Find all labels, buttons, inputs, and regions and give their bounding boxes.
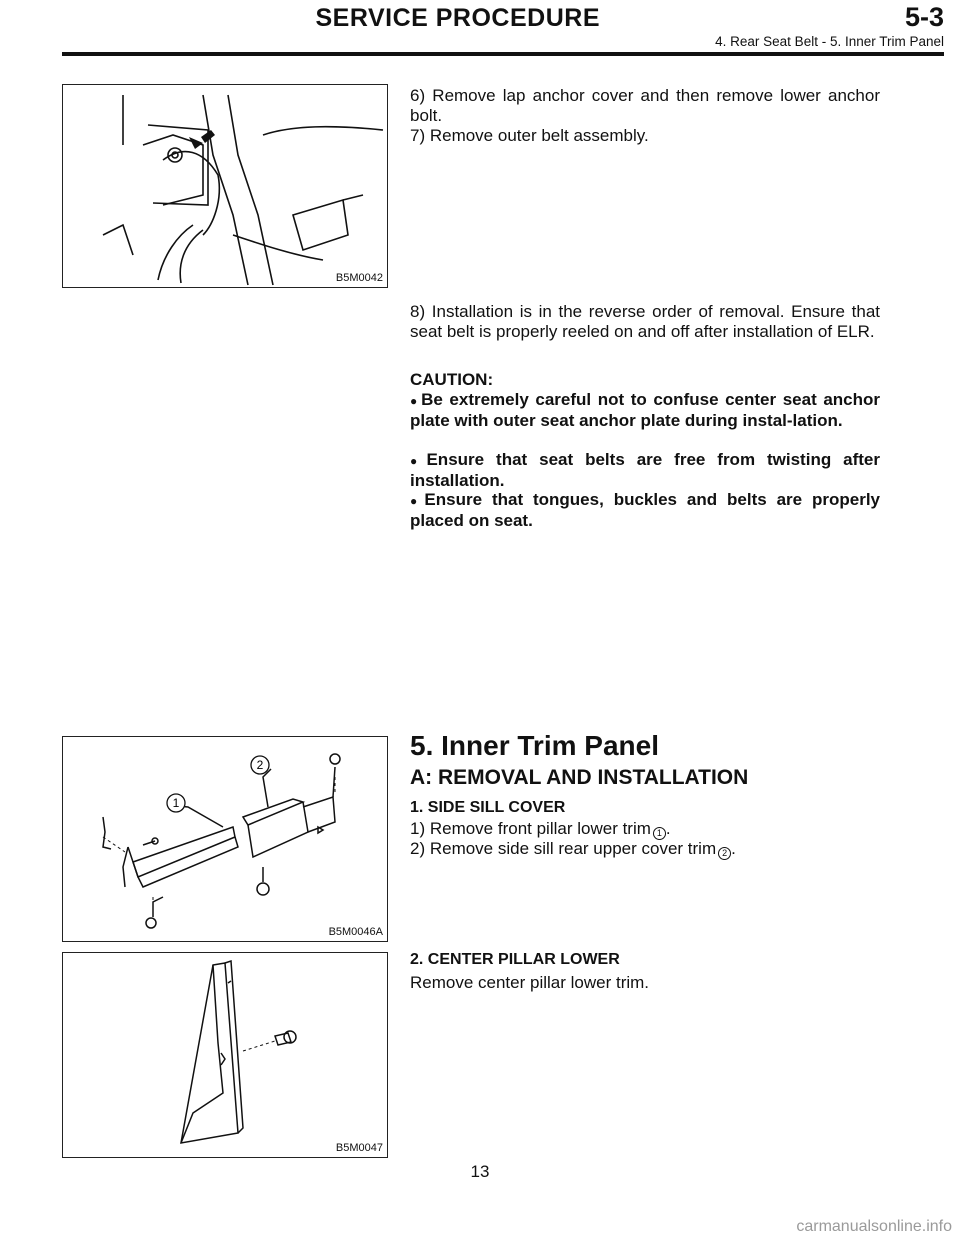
figure-label: B5M0047: [335, 1142, 383, 1154]
anchor-bolt-illustration: [63, 85, 387, 287]
caution-item: ● Be extremely careful not to confuse center seat anchor plate with outer seat anchor plate during instal-lation.: [410, 390, 880, 431]
center-pillar-illustration: [63, 953, 387, 1157]
side-sill-illustration: [63, 737, 387, 941]
ref-marker: 2: [718, 847, 731, 860]
callout-2: 2: [256, 758, 264, 772]
figure-center-pillar: [62, 952, 388, 1158]
step-8: 8) Installation is in the reverse order of removal. Ensure that seat belt is properly reeled on and off after installation of ELR.: [410, 302, 880, 341]
caution-item: ● Ensure that tongues, buckles and belts are properly placed on seat.: [410, 490, 880, 531]
section-number: 5-3: [904, 2, 944, 32]
header-subtitle: 4. Rear Seat Belt - 5. Inner Trim Panel: [715, 34, 944, 49]
side-sill-title: 1. SIDE SILL COVER: [410, 799, 566, 816]
caution-title: CAUTION:: [410, 370, 494, 389]
header-title: SERVICE PROCEDURE: [315, 4, 600, 32]
page-number: 13: [470, 1162, 490, 1181]
figure-side-sill: [62, 736, 388, 942]
caution-item: ● Ensure that seat belts are free from twisting after installation.: [410, 450, 880, 491]
section-heading: 5. Inner Trim Panel: [410, 730, 659, 761]
center-pillar-title: 2. CENTER PILLAR LOWER: [410, 951, 620, 968]
side-sill-step-2: 2) Remove side sill rear upper cover trim 2 .: [410, 839, 736, 858]
step-7: 7) Remove outer belt assembly.: [410, 126, 649, 145]
step-6: 6) Remove lap anchor cover and then remove lower anchor bolt.: [410, 86, 880, 125]
subsection-heading: A: REMOVAL AND INSTALLATION: [410, 766, 749, 789]
ref-marker: 1: [653, 827, 666, 840]
figure-anchor-bolt: [62, 84, 388, 288]
figure-label: B5M0046A: [328, 926, 383, 938]
callout-1: 1: [172, 796, 180, 810]
figure-label: B5M0042: [335, 272, 383, 284]
side-sill-step-1: 1) Remove front pillar lower trim 1 .: [410, 819, 671, 838]
header-rule: [62, 52, 944, 56]
center-pillar-text: Remove center pillar lower trim.: [410, 973, 650, 992]
watermark: carmanualsonline.info: [796, 1218, 952, 1235]
